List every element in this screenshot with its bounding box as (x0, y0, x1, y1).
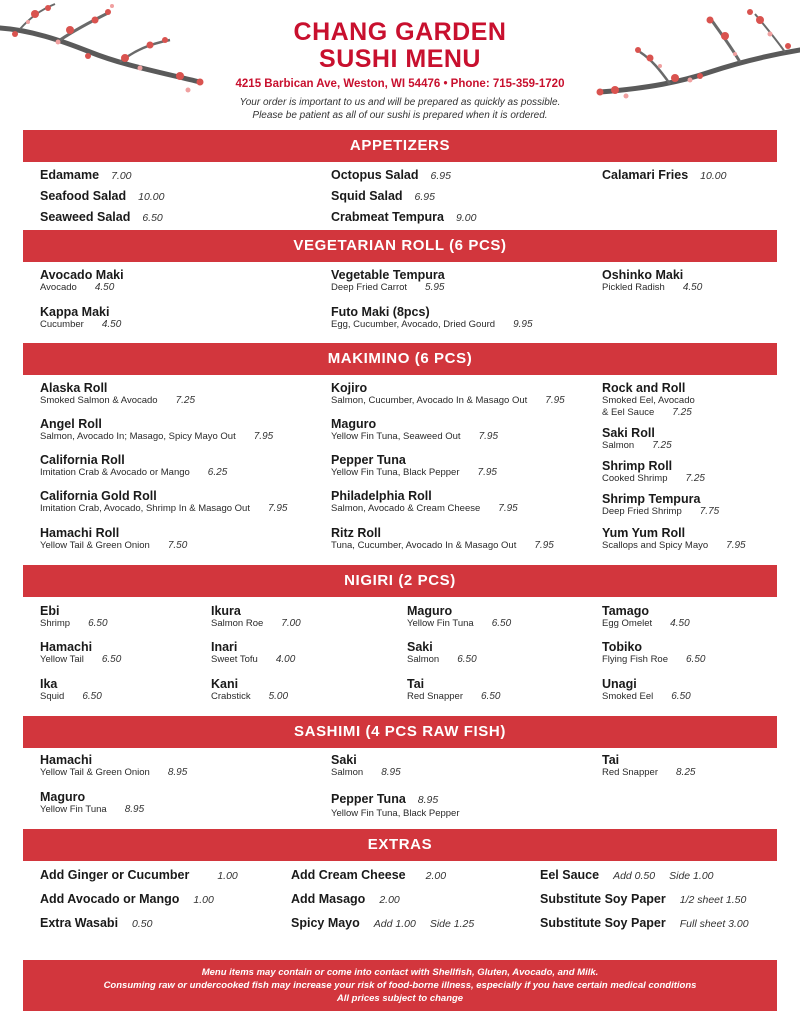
menu-item: Angel Roll Salmon, Avocado In; Masago, Spicy Mayo Out 7.95 (40, 417, 274, 442)
menu-item: Tai Red Snapper 8.25 (602, 753, 696, 778)
menu-item: Eel Sauce Add 0.50 Side 1.00 (540, 868, 714, 882)
menu-item: Inari Sweet Tofu 4.00 (211, 640, 296, 665)
menu-item: Shrimp Tempura Deep Fried Shrimp 7.75 (602, 492, 720, 517)
menu-item: Rock and Roll Smoked Eel, Avocado & Eel Sauce 7.25 (602, 381, 695, 418)
section-header-appetizers: APPETIZERS (23, 130, 777, 162)
menu-item: Substitute Soy Paper 1/2 sheet 1.50 (540, 892, 747, 906)
menu-item: Extra Wasabi 0.50 (40, 916, 153, 930)
menu-item: Tamago Egg Omelet 4.50 (602, 604, 690, 629)
menu-item: Spicy Mayo Add 1.00 Side 1.25 (291, 916, 475, 930)
menu-item: Ritz Roll Tuna, Cucumber, Avocado In & Masago Out 7.95 (331, 526, 554, 551)
menu-item: Add Avocado or Mango 1.00 (40, 892, 214, 906)
menu-item: Ika Squid 6.50 (40, 677, 102, 702)
menu-item: Maguro Yellow Fin Tuna 8.95 (40, 790, 145, 815)
menu-item: Avocado Maki Avocado 4.50 (40, 268, 124, 293)
section-header-makimino: MAKIMINO (6 PCS) (23, 343, 777, 375)
address-phone: 4215 Barbican Ave, Weston, WI 54476 • Phone: 715-359-1720 (235, 78, 565, 90)
menu-item: Calamari Fries 10.00 (602, 168, 727, 182)
menu-item: Saki Salmon 6.50 (407, 640, 477, 665)
menu-item: Kani Crabstick 5.00 (211, 677, 289, 702)
menu-item: Hamachi Roll Yellow Tail & Green Onion 7.50 (40, 526, 188, 551)
menu-item: Pepper Tuna 8.95 Yellow Fin Tuna, Black Pepper (331, 792, 460, 819)
menu-item: Add Ginger or Cucumber 1.00 (40, 868, 238, 882)
menu-item: Substitute Soy Paper Full sheet 3.00 (540, 916, 749, 930)
menu-item: Ebi Shrimp 6.50 (40, 604, 108, 629)
menu-item: Hamachi Yellow Tail & Green Onion 8.95 (40, 753, 188, 778)
menu-item: Maguro Yellow Fin Tuna, Seaweed Out 7.95 (331, 417, 499, 442)
menu-item: Tobiko Flying Fish Roe 6.50 (602, 640, 706, 665)
menu-item: Alaska Roll Smoked Salmon & Avocado 7.25 (40, 381, 196, 406)
allergen-disclaimer: Menu items may contain or come into contact with Shellfish, Gluten, Avocado, and Milk. Consuming raw or undercooked fish may increase your risk of food-borne illness, especially if you have certain medical conditions All prices subject to change (23, 960, 777, 1011)
menu-item: Add Cream Cheese 2.00 (291, 868, 447, 882)
menu-item: Oshinko Maki Pickled Radish 4.50 (602, 268, 703, 293)
section-header-nigiri: NIGIRI (2 PCS) (23, 565, 777, 597)
menu-item: Tai Red Snapper 6.50 (407, 677, 501, 702)
menu-item: Saki Roll Salmon 7.25 (602, 426, 672, 451)
menu-item: Kappa Maki Cucumber 4.50 (40, 305, 122, 330)
menu-item: California Gold Roll Imitation Crab, Avocado, Shrimp In & Masago Out 7.95 (40, 489, 288, 514)
tagline: Your order is important to us and will be prepared as quickly as possible. Please be patient as all of our sushi is prepared when it is ordered. (239, 97, 561, 121)
menu-item: Add Masago 2.00 (291, 892, 400, 906)
menu-item: Maguro Yellow Fin Tuna 6.50 (407, 604, 512, 629)
menu-item: Futo Maki (8pcs) Egg, Cucumber, Avocado, Dried Gourd 9.95 (331, 305, 533, 330)
section-header-vegetarian: VEGETARIAN ROLL (6 PCS) (23, 230, 777, 262)
menu-item: Octopus Salad 6.95 Squid Salad 6.95 Crabmeat Tempura 9.00 (331, 168, 477, 224)
menu-item: Philadelphia Roll Salmon, Avocado & Cream Cheese 7.95 (331, 489, 518, 514)
menu-header (0, 0, 800, 122)
menu-item: Unagi Smoked Eel 6.50 (602, 677, 691, 702)
menu-item: Ikura Salmon Roe 7.00 (211, 604, 301, 629)
menu-item: Vegetable Tempura Deep Fried Carrot 5.95 (331, 268, 445, 293)
section-header-sashimi: SASHIMI (4 PCS RAW FISH) (23, 716, 777, 748)
menu-item: Shrimp Roll Cooked Shrimp 7.25 (602, 459, 705, 484)
menu-item: Pepper Tuna Yellow Fin Tuna, Black Pepper 7.95 (331, 453, 497, 478)
menu-item: Kojiro Salmon, Cucumber, Avocado In & Masago Out 7.95 (331, 381, 565, 406)
menu-item: California Roll Imitation Crab & Avocado or Mango 6.25 (40, 453, 228, 478)
menu-item: Hamachi Yellow Tail 6.50 (40, 640, 122, 665)
menu-item: Yum Yum Roll Scallops and Spicy Mayo 7.95 (602, 526, 746, 551)
section-header-extras: EXTRAS (23, 829, 777, 861)
menu-item: Saki Salmon 8.95 (331, 753, 401, 778)
menu-item: Edamame 7.00 Seafood Salad 10.00 Seaweed Salad 6.50 (40, 168, 165, 224)
restaurant-title: CHANG GARDEN SUSHI MENU (293, 18, 507, 73)
